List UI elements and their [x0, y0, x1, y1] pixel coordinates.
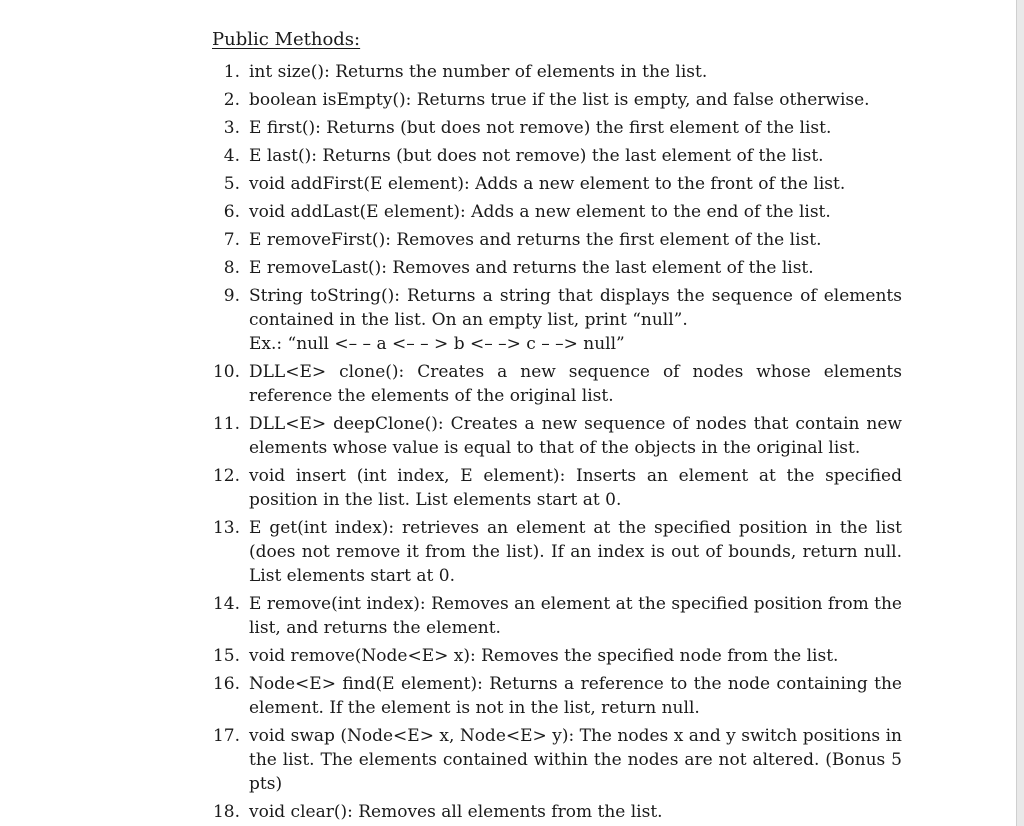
method-item — [212, 516, 902, 588]
method-item — [212, 228, 902, 252]
method-description: int size(): Returns the number of elements in the list. — [249, 62, 708, 82]
method-description: DLL<E> deepClone(): Creates a new sequence of nodes that contain new elements whose value is equal to that of the objects in the original list. — [249, 414, 902, 458]
method-item — [212, 172, 902, 196]
item-number: 4. — [223, 146, 240, 166]
method-description: E removeFirst(): Removes and returns the first element of the list. — [249, 230, 822, 250]
methods-list — [212, 60, 902, 826]
item-number: 8. — [223, 258, 240, 278]
method-item — [212, 592, 902, 640]
method-item — [212, 724, 902, 796]
method-item — [212, 116, 902, 140]
method-item — [212, 464, 902, 512]
method-item — [212, 144, 902, 168]
method-item — [212, 256, 902, 280]
item-number: 13. — [212, 518, 240, 538]
method-item — [212, 88, 902, 112]
method-item — [212, 284, 902, 356]
method-description: E first(): Returns (but does not remove) the first element of the list. — [249, 118, 832, 138]
item-number: 9. — [223, 286, 240, 306]
item-number: 17. — [212, 726, 240, 746]
method-description: String toString(): Returns a string that displays the sequence of elements contained in the list. On an empty list, print “null”. — [249, 286, 902, 330]
method-description: void addLast(E element): Adds a new element to the end of the list. — [249, 202, 831, 222]
method-description: Node<E> find(E element): Returns a reference to the node containing the element. If the element is not in the list, return null. — [249, 674, 902, 718]
method-description: void insert (int index, E element): Inserts an element at the specified position in the list. List elements start at 0. — [249, 466, 902, 510]
item-number: 11. — [212, 414, 240, 434]
item-number: 12. — [212, 466, 240, 486]
method-item — [212, 800, 902, 824]
item-number: 2. — [223, 90, 240, 110]
method-description: void remove(Node<E> x): Removes the specified node from the list. — [249, 646, 839, 666]
method-item — [212, 60, 902, 84]
method-description: boolean isEmpty(): Returns true if the list is empty, and false otherwise. — [249, 90, 870, 110]
method-item — [212, 360, 902, 408]
item-number: 15. — [212, 646, 240, 666]
method-item — [212, 672, 902, 720]
item-number: 10. — [212, 362, 240, 382]
method-example: Ex.: “null <– – a <– – > b <– –> c – –> null” — [249, 334, 625, 354]
method-description: void clear(): Removes all elements from the list. — [249, 802, 663, 822]
method-description: E last(): Returns (but does not remove) the last element of the list. — [249, 146, 824, 166]
item-number: 6. — [223, 202, 240, 222]
item-number: 7. — [223, 230, 240, 250]
method-description: DLL<E> clone(): Creates a new sequence of nodes whose elements reference the elements of the original list. — [249, 362, 902, 406]
method-item — [212, 412, 902, 460]
item-number: 18. — [212, 802, 240, 822]
item-number: 3. — [223, 118, 240, 138]
item-number: 16. — [212, 674, 240, 694]
method-item — [212, 200, 902, 224]
section-heading: Public Methods: — [212, 29, 361, 50]
item-number: 5. — [223, 174, 240, 194]
method-description: void swap (Node<E> x, Node<E> y): The nodes x and y switch positions in the list. The elements contained within the nodes are not altered. (Bonus 5 pts) — [249, 726, 902, 794]
method-description: E remove(int index): Removes an element at the specified position from the list, and returns the element. — [249, 594, 902, 638]
method-description: E removeLast(): Removes and returns the last element of the list. — [249, 258, 814, 278]
item-number: 14. — [212, 594, 240, 614]
method-description: E get(int index): retrieves an element at the specified position in the list (does not remove it from the list). If an index is out of bounds, return null. List elements start at 0. — [249, 518, 902, 586]
method-item — [212, 644, 902, 668]
item-number: 1. — [223, 62, 240, 82]
method-description: void addFirst(E element): Adds a new element to the front of the list. — [249, 174, 846, 194]
